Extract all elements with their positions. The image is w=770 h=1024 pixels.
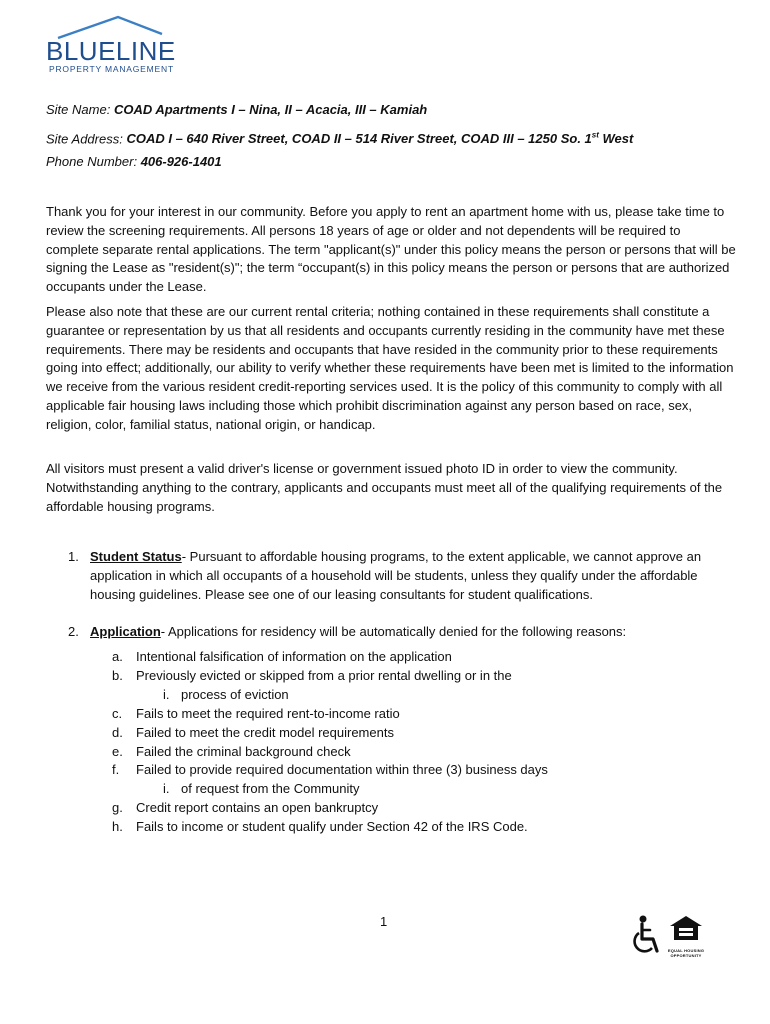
- site-name-label: Site Name:: [46, 102, 111, 117]
- item-title: Student Status: [90, 549, 182, 564]
- equal-housing-label-1: EQUAL HOUSING: [667, 948, 705, 953]
- item-text: - Applications for residency will be automatically denied for the following reasons:: [160, 624, 627, 639]
- site-address-text-end: West: [598, 131, 634, 147]
- list-item: [90, 705, 548, 724]
- item-letter: g.: [112, 800, 123, 816]
- company-logo: [44, 14, 184, 76]
- list-item-student-status: [46, 548, 746, 604]
- site-address-row: [46, 127, 633, 153]
- intro-paragraph: Thank you for your interest in our community. Before you apply to rent an apartment home with us, please take time to review the screening requirements. All persons 18 years of age or older and not dependents will be required to complete separate rental applications. The term "applicant(s)" under this policy means the person or persons that will be signing the Lease as "resident(s)"; the term “occupant(s) in this policy means the person or persons that are authorized occupants under the Lease.: [46, 204, 736, 295]
- item-text: Fails to income or student qualify under Section 42 of the IRS Code.: [136, 819, 528, 835]
- equal-housing-house-icon: [666, 914, 706, 944]
- list-item: [90, 667, 548, 686]
- page-number: 1: [380, 914, 388, 929]
- site-address-sup: st: [591, 131, 599, 140]
- list-item: [90, 818, 548, 837]
- list-item: [90, 648, 548, 667]
- equal-housing-logo: [666, 914, 706, 958]
- item-text: Previously evicted or skipped from a prior rental dwelling or in the: [136, 667, 512, 683]
- item-text: Failed to provide required documentation within three (3) business days: [136, 762, 548, 778]
- site-info: [46, 101, 633, 179]
- site-address-value: [126, 131, 633, 146]
- phone-label: Phone Number:: [46, 154, 138, 169]
- item-number: 2.: [68, 624, 79, 639]
- item-letter: b.: [112, 667, 123, 683]
- item-text: of request from the Community: [181, 781, 360, 797]
- list-item: [90, 743, 548, 762]
- item-letter: d.: [112, 724, 123, 740]
- site-name-row: [46, 101, 633, 127]
- phone-row: [46, 153, 633, 179]
- list-item-application: [46, 623, 746, 642]
- item-text: Intentional falsification of information on the application: [136, 649, 452, 664]
- list-item: [90, 724, 548, 743]
- item-roman: i.: [163, 781, 170, 797]
- item-letter: f.: [112, 762, 120, 778]
- item-text: Failed to meet the credit model requirements: [136, 724, 394, 740]
- item-text: Fails to meet the required rent-to-income ratio: [136, 705, 400, 721]
- logo-brand: BLUELINE: [46, 36, 176, 66]
- list-item: [90, 780, 548, 799]
- wheelchair-accessible-icon: [633, 915, 663, 959]
- visitors-paragraph: All visitors must present a valid driver's license or government issued photo ID in order to view the community. Notwithstanding anything to the contrary, applicants and occupants must meet all of the qualifying requirements of the affordable housing programs.: [46, 461, 723, 514]
- phone-value: 406-926-1401: [140, 154, 222, 169]
- list-item: [90, 686, 548, 705]
- criteria-paragraph: Please also note that these are our current rental criteria; nothing contained in these requirements shall constitute a guarantee or representation by us that all residents and occupants currently residing in the community have met these requirements. There may be residents and occupants that have resided in the community prior to these requirements going into effect; additionally, our ability to verify whether these requirements have been met is limited to the information we receive from the various resident credit-reporting services used. It is the policy of this community to comply with all applicable fair housing laws including those which prohibit discrimination against any person based on race, sex, religion, color, familial status, national origin, or handicap.: [46, 304, 734, 432]
- logo-subtitle: PROPERTY MANAGEMENT: [49, 64, 174, 74]
- item-text: process of eviction: [181, 686, 289, 702]
- item-number: 1.: [68, 549, 79, 564]
- denial-reasons-list: [90, 648, 548, 837]
- site-address-text: COAD I – 640 River Street, COAD II – 514 River Street, COAD III – 1250 So. 1: [126, 131, 592, 147]
- equal-housing-label-2: OPPORTUNITY: [670, 952, 702, 958]
- item-letter: h.: [112, 819, 123, 835]
- item-letter: c.: [112, 705, 123, 721]
- item-title: Application: [90, 624, 161, 639]
- item-letter: a.: [112, 649, 123, 664]
- item-text: Failed the criminal background check: [136, 743, 351, 759]
- item-letter: e.: [112, 743, 123, 759]
- item-text: Credit report contains an open bankruptcy: [136, 800, 379, 816]
- list-item: [90, 799, 548, 818]
- item-roman: i.: [163, 686, 170, 702]
- site-address-label: Site Address:: [46, 131, 123, 147]
- list-item: [90, 761, 548, 780]
- site-name-value: COAD Apartments I – Nina, II – Acacia, III – Kamiah: [113, 102, 428, 117]
- item-text: - Pursuant to affordable housing programs, to the extent applicable, we cannot approve an application in which all occupants of a household will be students, unless they qualify under the affordable housing guidelines. Please see one of our leasing consultants for student qualifications.: [90, 549, 702, 602]
